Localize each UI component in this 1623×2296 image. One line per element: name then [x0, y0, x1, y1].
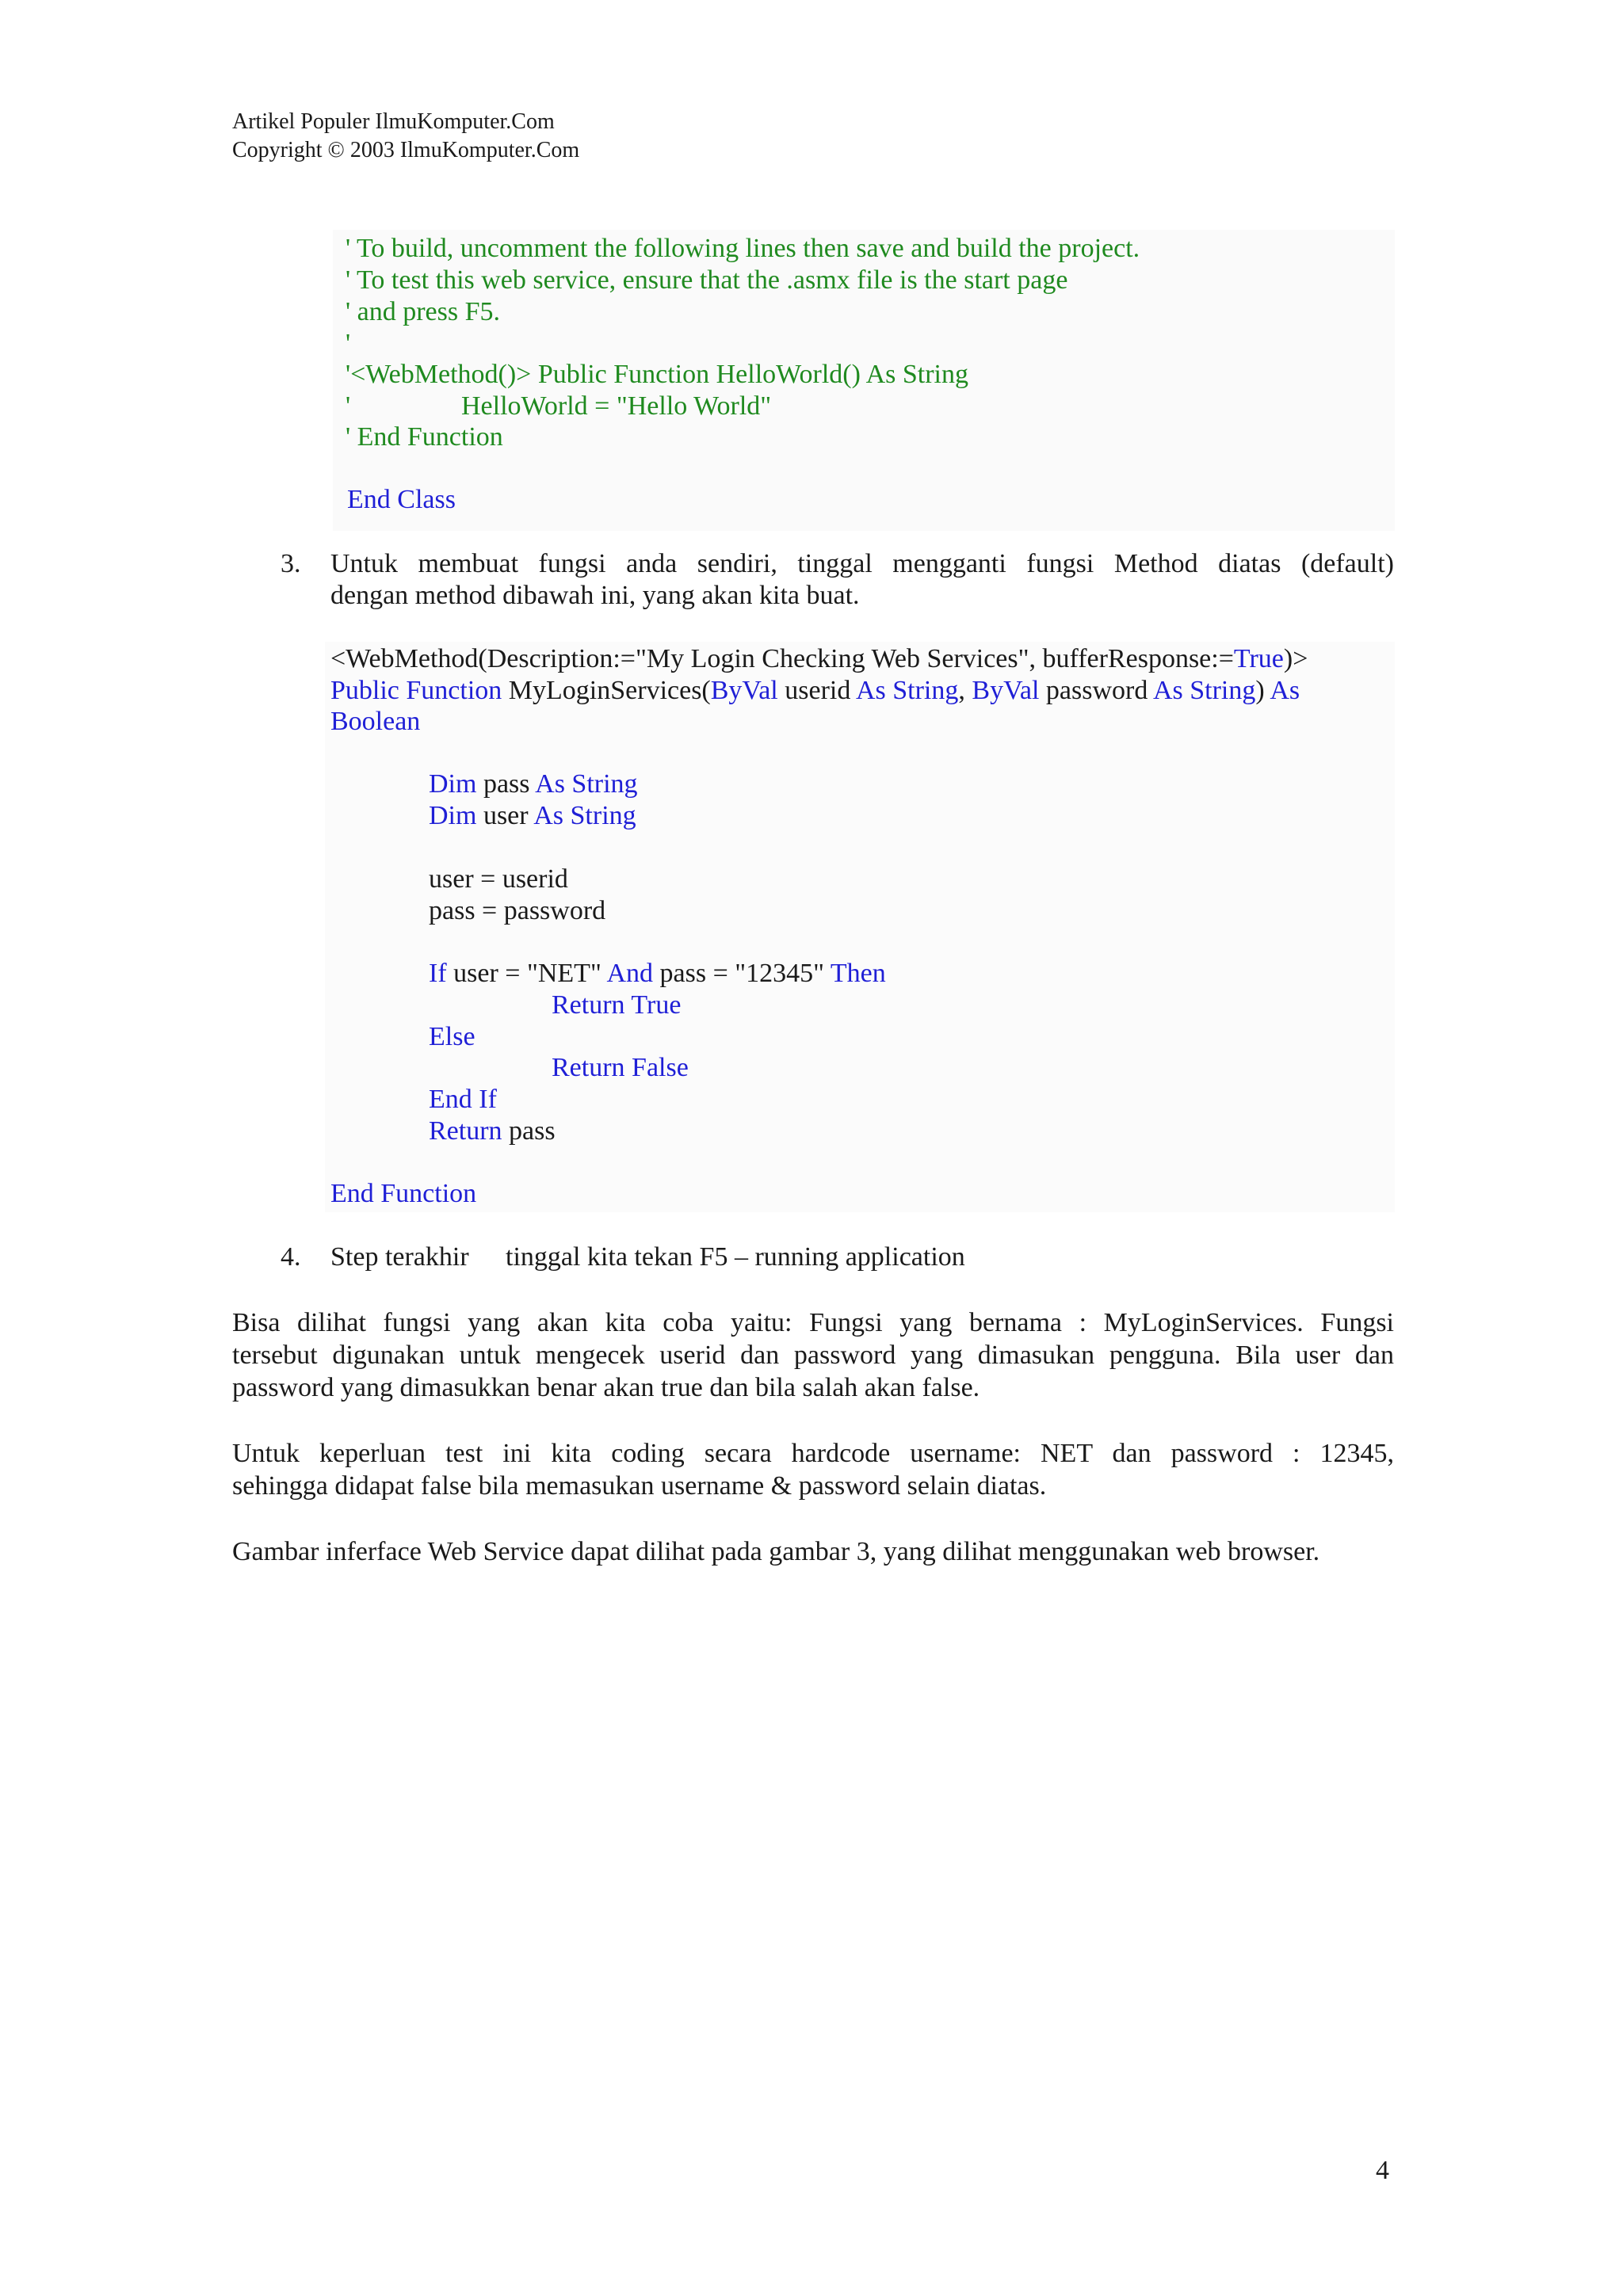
code-if-line: If user = "NET" And pass = "12345" Then	[429, 959, 886, 988]
code-comment-line: '	[346, 329, 351, 358]
step-number: 4.	[281, 1242, 301, 1272]
code-attribute-line: <WebMethod(Description:="My Login Checking Web Services", bufferResponse:=True)>	[330, 644, 1308, 673]
code-return-line: Return False	[552, 1053, 689, 1082]
code-signature-line: Public Function MyLoginServices(ByVal userid As String, ByVal password As String) As	[330, 676, 1300, 705]
step-number: 3.	[281, 549, 301, 578]
code-comment-line: ' and press F5.	[346, 297, 501, 326]
body-paragraph-line: Bisa dilihat fungsi yang akan kita coba yaitu: Fungsi yang bernama : MyLoginServices. Fungsi	[232, 1308, 1394, 1337]
code-return-line: Return True	[552, 990, 682, 1020]
code-return-line: Return pass	[429, 1116, 556, 1146]
header-copyright: Copyright © 2003 IlmuKomputer.Com	[232, 138, 580, 162]
code-comment-line: '	[346, 391, 351, 421]
code-comment-line: '<WebMethod()> Public Function HelloWorld() As String	[346, 360, 968, 389]
code-dim-line: Dim user As String	[429, 801, 636, 830]
body-paragraph-line: Untuk keperluan test ini kita coding secara hardcode username: NET dan password : 12345,	[232, 1439, 1394, 1468]
code-end-class: End Class	[347, 485, 456, 514]
code-end-function: End Function	[330, 1179, 477, 1208]
step-text: dengan method dibawah ini, yang akan kita buat.	[330, 581, 860, 610]
step-text: Untuk membuat fungsi anda sendiri, tinggal mengganti fungsi Method diatas (default)	[330, 549, 1394, 578]
code-assign-line: pass = password	[429, 896, 606, 925]
page-header	[232, 108, 579, 165]
code-comment-line: ' End Function	[346, 422, 503, 452]
step-text: tinggal kita tekan F5 – running application	[506, 1242, 965, 1272]
code-comment-line: ' To build, uncomment the following lines then save and build the project.	[346, 234, 1140, 263]
header-publisher: Artikel Populer IlmuKomputer.Com	[232, 109, 555, 134]
code-comment-line: HelloWorld = "Hello World"	[461, 391, 772, 421]
page-number: 4	[1376, 2156, 1389, 2185]
body-paragraph-line: tersebut digunakan untuk mengecek userid dan password yang dimasukan pengguna. Bila user dan	[232, 1341, 1394, 1370]
body-paragraph-line: sehingga didapat false bila memasukan username & password selain diatas.	[232, 1471, 1047, 1501]
code-assign-line: user = userid	[429, 864, 568, 894]
code-else-line: Else	[429, 1022, 475, 1051]
step-text: Step terakhir	[330, 1242, 469, 1272]
code-comment-line: ' To test this web service, ensure that the .asmx file is the start page	[346, 265, 1068, 295]
body-paragraph-line: Gambar inferface Web Service dapat dilihat pada gambar 3, yang dilihat menggunakan web browser.	[232, 1537, 1320, 1566]
code-return-type: Boolean	[330, 707, 421, 736]
code-dim-line: Dim pass As String	[429, 769, 638, 799]
body-paragraph-line: password yang dimasukkan benar akan true dan bila salah akan false.	[232, 1373, 980, 1402]
code-endif-line: End If	[429, 1085, 497, 1114]
